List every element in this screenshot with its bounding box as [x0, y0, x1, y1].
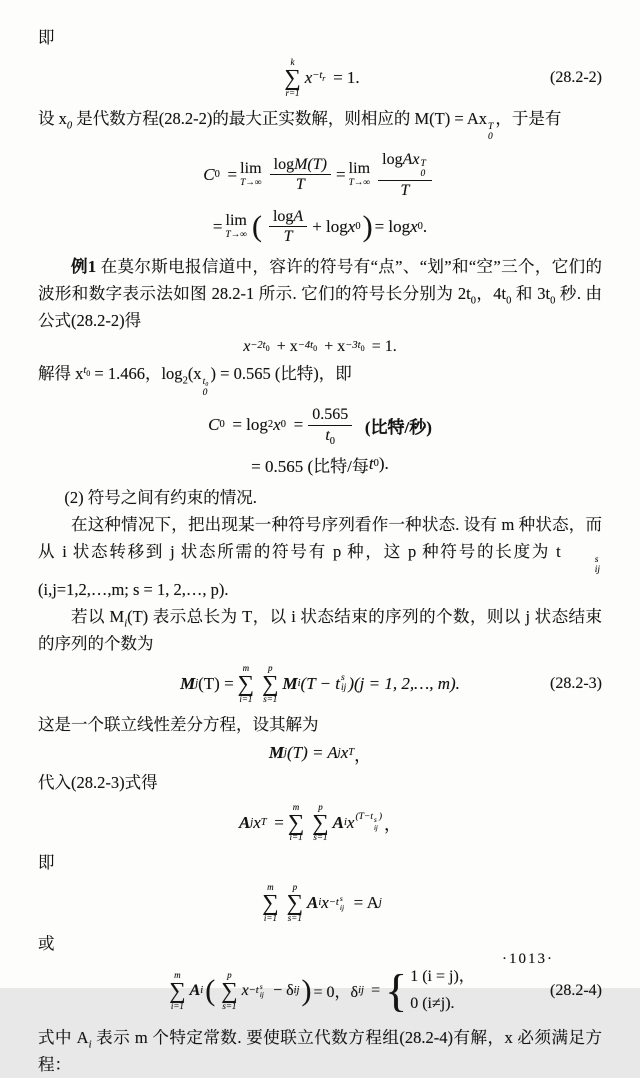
summation: m ∑ i=1 [169, 969, 186, 1011]
equals: = [335, 164, 346, 184]
variable: x [304, 67, 313, 87]
text: 解得 x [38, 364, 84, 384]
left-paren: ( [251, 209, 262, 243]
equation-28-2-2 [38, 58, 602, 98]
equals-one: = 1. [333, 67, 360, 87]
fraction: $\frac{0.565}{t_0}$ [308, 405, 352, 444]
equation-substituted: A j x T = m ∑ i=1 p ∑ s=1 A i x (T−t s ij ) ， [238, 801, 402, 843]
variable: A [238, 812, 251, 832]
text: (T) 表示总长为 T，以 i 状态结束的序列的个数，则以 j 状态结束的序列的个数为 [38, 606, 602, 653]
exponent: $-t_r$ [312, 70, 326, 84]
equation-solution: M j (T) = A j x T ， [38, 741, 602, 766]
comma: ， [384, 815, 402, 835]
exponent: t0 [83, 364, 91, 378]
text: (i,j=1,2,…,m; s = 1, 2,…, p). [38, 579, 229, 599]
operator: + x [276, 338, 298, 356]
text: ，4t [475, 284, 507, 304]
fraction: logAx T 0 T [378, 150, 432, 200]
variable: x [346, 812, 355, 832]
sup-sub-stack: t₀ 0 [202, 377, 209, 398]
sum-upper-limit: k [290, 57, 295, 67]
equals: = [212, 216, 223, 236]
variable: x [340, 743, 349, 763]
text: (x [187, 364, 202, 384]
subscript: 2 [182, 375, 188, 387]
equation-c0-line2: = lim T→∞ ( $\frac{\log A}{T}$ + log x 0 ) = log x 0 . [212, 208, 428, 246]
exponent: $-2t_0$ [250, 339, 270, 353]
right-paren: ) [301, 973, 312, 1007]
equation-28-2-3: M j (T) = m ∑ i=1 p ∑ s=1 M i (T − t s ij )(j = 1, 2,…, m). (28.2-3) [180, 662, 602, 704]
equals-log: = log [232, 415, 268, 435]
text: 秒. 由公式(28.2-2)得 [38, 284, 602, 331]
equation-number: (28.2-2) [550, 68, 602, 86]
text: 在莫尔斯电报信道中，容许的符号有“点”、“划”和“空”三个，它们的波形和数字表示法如图 28.2-1 所示. 它们的符号长分别为 2t [38, 257, 602, 304]
case-1: 1 (i = j)， [410, 968, 475, 986]
equals: = [293, 415, 304, 435]
equals: = A [353, 893, 379, 913]
text: 这是一个联立线性差分方程，设其解为 [38, 714, 319, 734]
equation-number: (28.2-3) [550, 674, 602, 692]
exponent-group: (T−t s ij ) [355, 812, 383, 833]
summation: m ∑ i=1 [262, 882, 279, 924]
paragraph-jiede [38, 360, 602, 398]
variable: C [208, 415, 220, 435]
subscript: 0 [66, 120, 73, 132]
text: 设 x [38, 108, 67, 128]
paragraph-ji-2 [38, 849, 602, 876]
paragraph-zhe [38, 511, 602, 603]
summation: p ∑ s=1 [221, 969, 238, 1011]
sup-sub-stack: s ij [594, 554, 600, 576]
equation-c0-bits-line2: = 0.565 (比特/每 t 0 ). [38, 452, 602, 477]
unit-label: (比特/秒) [364, 417, 432, 437]
comma: ， [354, 745, 372, 765]
text: 式中 A [38, 1028, 89, 1048]
sup-sub-stack: s ij [339, 894, 345, 912]
limit-operator: lim T→∞ [225, 211, 247, 240]
variable: A [332, 812, 344, 832]
subscript: 0 [506, 295, 512, 307]
text: = 0.565 (比特/每 [251, 456, 369, 476]
variable: x [243, 338, 251, 356]
text: 若以 M [71, 606, 125, 626]
text: (2) 符号之间有约束的情况. [64, 487, 257, 507]
case-2: 0 (i≠j). [410, 994, 455, 1012]
left-brace: { [385, 965, 408, 1017]
paragraph-dairu [38, 769, 602, 796]
equals-log: = log [374, 216, 411, 236]
equals-zero-delta: = 0，δ [313, 984, 359, 1002]
paragraph-shizhong [38, 1024, 602, 1078]
variable: x [253, 812, 261, 832]
text: 和 3t [511, 284, 551, 304]
fraction: $\frac{\log M(T)}{T}$ [270, 155, 331, 194]
sup-sub-stack: s ij [259, 981, 264, 1000]
variable: x [273, 415, 281, 435]
summation: p ∑ s=1 [312, 801, 329, 843]
right-paren: ) [362, 209, 373, 243]
paragraph-zheshi [38, 711, 602, 738]
equation-number: (28.2-4) [550, 981, 602, 999]
text: 代入(28.2-3)式得 [38, 772, 158, 792]
equation-c0-bits-line1: C 0 = log 2 x 0 = $\frac{0.565}{t_0}$ (比特/秒) [208, 406, 432, 447]
subscript: 0 [550, 295, 556, 307]
subscript: i [88, 1039, 92, 1051]
sum-lower-limit: r=1 [285, 87, 300, 98]
variable: x [241, 981, 249, 999]
minus-delta: − δ [273, 981, 294, 999]
paragraph-ji-1 [38, 24, 602, 51]
paragraph-example-1 [38, 253, 602, 334]
equation-ji: m ∑ i=1 p ∑ s=1 A i x −t s ij = A j [262, 882, 382, 924]
text: 即 [38, 853, 55, 873]
sigma-symbol: ∑ [284, 65, 301, 90]
equals-one: = 1. [371, 338, 397, 356]
left-paren: ( [205, 973, 216, 1007]
variable: t [368, 454, 374, 474]
text: )(j = 1, 2,…, m). [348, 673, 460, 693]
variable: x [347, 216, 356, 236]
summation: m ∑ i=1 [287, 801, 305, 843]
example-label: 例1 [71, 257, 97, 277]
variable: x [410, 216, 418, 236]
sup-sub-stack: T 0 [488, 121, 494, 143]
equals: = [274, 812, 284, 832]
fraction: $\frac{\log A}{T}$ [269, 207, 307, 246]
sup-sub-stack: s ij [341, 672, 347, 694]
variable: x [321, 893, 329, 913]
text: 在这种情况下，把出现某一种符号序列看作一种状态. 设有 m 种状态，而从 i 状态转移到 j 状态所需的符号有 p 种，这 p 种符号的长度为 t [38, 514, 602, 561]
text: ) = 0.565 (比特)，即 [210, 364, 352, 384]
equation-c0-line1: C 0 = lim T→∞ $\frac{\log M(T)}{T}$ = lim T→∞ logAx T 0 T [38, 150, 602, 200]
equals: = [371, 981, 381, 999]
cases-group [385, 964, 475, 1017]
text: (T − t [300, 673, 341, 693]
exponent: $-4t_0$ [297, 339, 318, 353]
text: 或 [38, 934, 55, 954]
text: 是代数方程(28.2-2)的最大正实数解，则相应的 M(T) = Ax [72, 108, 488, 128]
paragraph-she [38, 105, 602, 143]
text: (T) = A [286, 743, 338, 763]
equation-morse [38, 338, 602, 356]
summation [284, 58, 300, 98]
variable: M [268, 743, 285, 763]
exponent: $-3t_0$ [345, 339, 365, 353]
summation: m ∑ i=1 [237, 662, 255, 704]
page-number: ·1013· [502, 951, 554, 967]
text: ，于是有 [495, 108, 562, 128]
variable: M [180, 673, 196, 693]
summation: p ∑ s=1 [262, 662, 279, 704]
variable: C [203, 164, 215, 184]
equation-28-2-4: m ∑ i=1 A i ( p ∑ s=1 x −t s ij − δ ij ) = 0，δ ij = { 1 (i = j)， 0 (i≠j). (28.2-4) [169, 965, 602, 1017]
variable: A [307, 893, 319, 913]
paragraph-ruoyi [38, 603, 602, 657]
plus-log: + log [312, 216, 348, 236]
period: . [422, 216, 428, 236]
variable: A [189, 981, 201, 999]
text: 即 [38, 28, 55, 47]
summation: p ∑ s=1 [286, 882, 304, 924]
text: ). [378, 454, 389, 474]
paragraph-case-2 [38, 484, 602, 511]
limit-operator: lim T→∞ [240, 160, 262, 189]
limit-operator: lim T→∞ [348, 160, 371, 189]
equals: (T) = [198, 673, 234, 693]
equals: = [227, 164, 238, 184]
text: 表示 m 个特定常数. 要使联立代数方程组(28.2-4)有解，x 必须满足方程： [38, 1028, 602, 1075]
variable: M [282, 673, 298, 693]
text: = 1.466，log [90, 364, 183, 384]
operator: + x [324, 338, 346, 356]
subscript: i [124, 618, 128, 630]
subscript: 0 [470, 295, 476, 307]
